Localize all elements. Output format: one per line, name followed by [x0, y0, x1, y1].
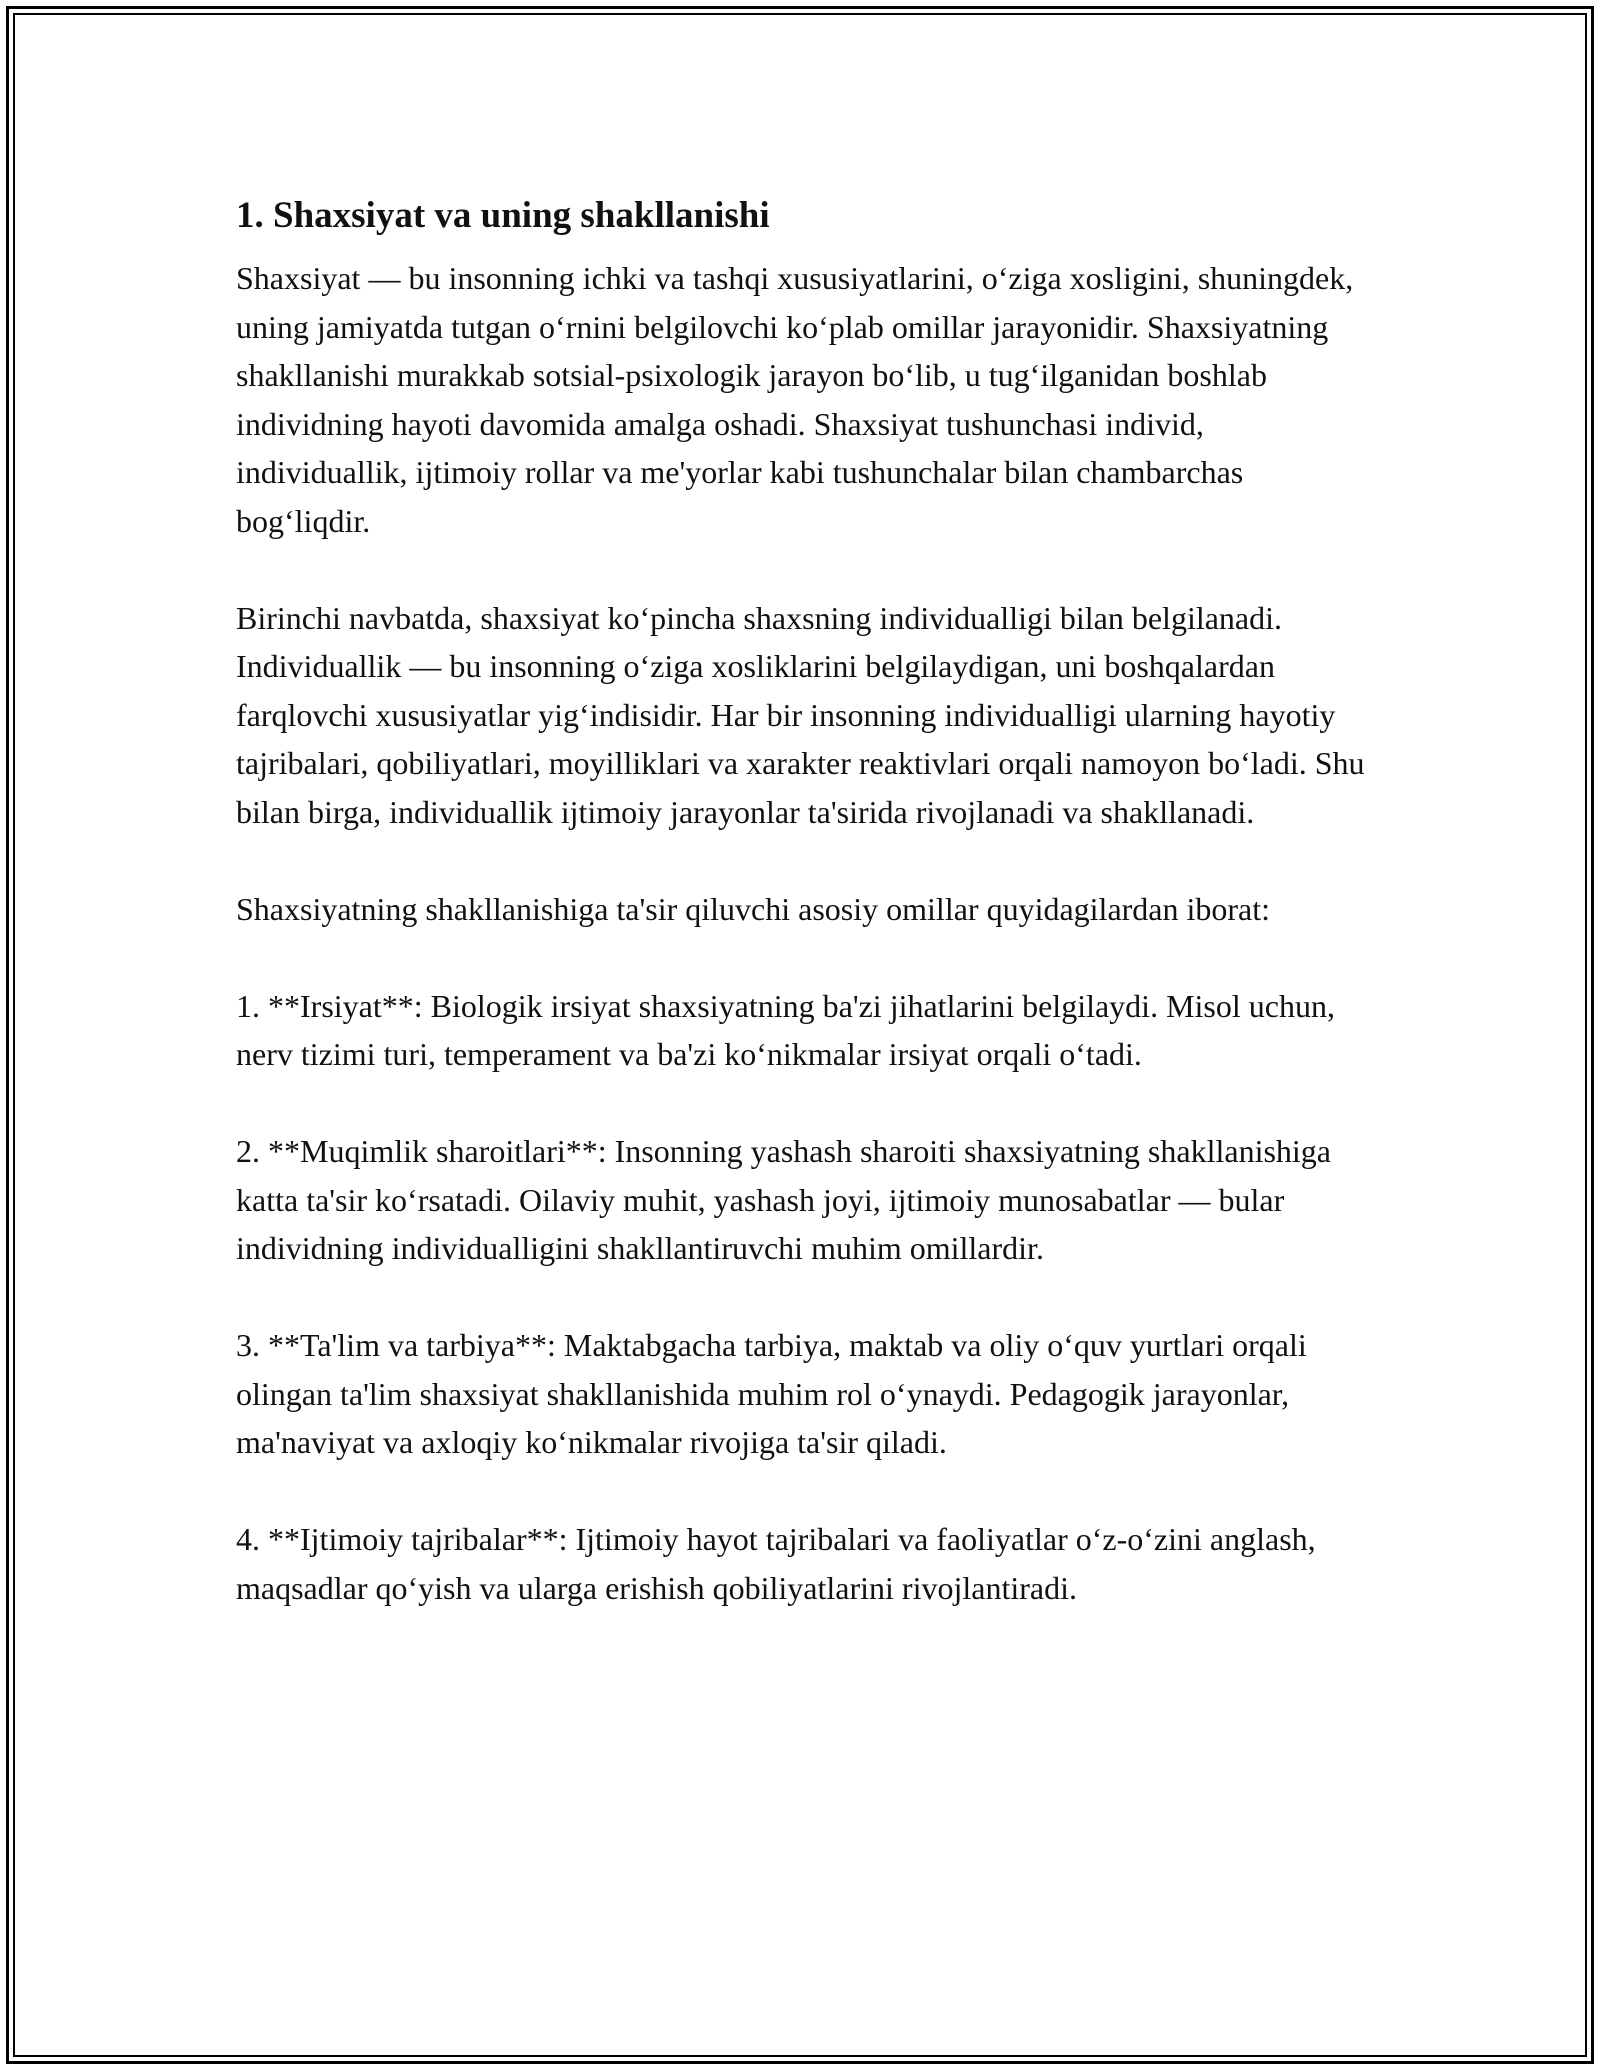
list-item-education: 3. **Ta'lim va tarbiya**: Maktabgacha tarbiya, maktab va oliy o‘quv yurtlari orqali olingan ta'lim shaxsiyat shakllanishida muhim rol o‘ynaydi. Pedagogik jarayonlar, ma'naviyat va axloqiy ko‘nikmalar rivojiga ta'sir qiladi. [236, 1327, 1307, 1460]
list-item-heredity: 1. **Irsiyat**: Biologik irsiyat shaxsiyatning ba'zi jihatlarini belgilaydi. Misol uchun, nerv tizimi turi, temperament va ba'zi ko‘nikmalar irsiyat orqali o‘tadi. [236, 987, 1335, 1072]
paragraph-factors-intro: Shaxsiyatning shakllanishiga ta'sir qiluvchi asosiy omillar quyidagilardan iborat: [236, 890, 1271, 927]
list-item-social-experience: 4. **Ijtimoiy tajribalar**: Ijtimoiy hayot tajribalari va faoliyatlar o‘z-o‘zini anglash, maqsadlar qo‘yish va ularga erishish qobiliyatlarini rivojlantiradi. [236, 1521, 1316, 1606]
list-item-living-conditions: 2. **Muqimlik sharoitlari**: Insonning yashash sharoiti shaxsiyatning shakllanishiga katta ta'sir ko‘rsatadi. Oilaviy muhit, yashash joyi, ijtimoiy munosabatlar — bular individning individualligini shakllantiruvchi muhim omillardir. [236, 1133, 1331, 1266]
section-title: 1. Shaxsiyat va uning shakllanishi [236, 195, 770, 236]
document-body [236, 188, 1376, 1612]
paragraph-definition: Shaxsiyat — bu insonning ichki va tashqi xususiyatlarini, o‘ziga xosligini, shuningdek, uning jamiyatda tutgan o‘rnini belgilovchi ko‘plab omillar jarayonidir. Shaxsiyatning shakllanishi murakkab sotsial-psixologik jarayon bo‘lib, u tug‘ilganidan boshlab individning hayoti davomida amalga oshadi. Shaxsiyat tushunchasi individ, individuallik, ijtimoiy rollar va me'yorlar kabi tushunchalar bilan chambarchas bog‘liqdir. [236, 260, 1354, 539]
paragraph-individuality: Birinchi navbatda, shaxsiyat ko‘pincha shaxsning individualligi bilan belgilanadi. Individuallik — bu insonning o‘ziga xosliklarini belgilaydigan, uni boshqalardan farqlovchi xususiyatlar yig‘indisidir. Har bir insonning individualligi ularning hayotiy tajribalari, qobiliyatlari, moyilliklari va xarakter reaktivlari orqali namoyon bo‘ladi. Shu bilan birga, individuallik ijtimoiy jarayonlar ta'sirida rivojlanadi va shakllanadi. [236, 599, 1365, 830]
